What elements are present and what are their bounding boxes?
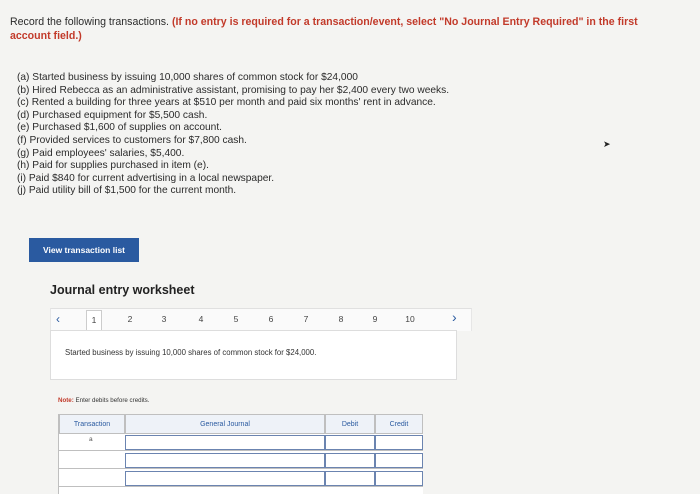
instructions	[10, 15, 680, 43]
transaction-description-box	[50, 330, 457, 380]
transaction-list	[17, 72, 577, 198]
page-tab-10[interactable]: 10	[405, 314, 415, 324]
page-tab-9[interactable]: 9	[372, 314, 378, 324]
worksheet-pager	[50, 308, 472, 331]
page-tab-7[interactable]: 7	[303, 314, 309, 324]
transaction-description: Started business by issuing 10,000 shares of common stock for $24,000.	[65, 348, 317, 357]
account-select[interactable]	[125, 453, 325, 468]
transaction-item: (e) Purchased $1,600 of supplies on account.	[17, 122, 223, 134]
transaction-item: (b) Hired Rebecca as an administrative assistant, promising to pay her $2,400 every two weeks.	[17, 84, 450, 96]
mouse-cursor-icon: ➤	[603, 139, 611, 149]
header-transaction: Transaction	[59, 414, 125, 434]
table-row	[59, 451, 423, 469]
credit-input[interactable]	[375, 435, 423, 450]
worksheet-title: Journal entry worksheet	[50, 283, 195, 297]
page-tab-8[interactable]: 8	[338, 314, 344, 324]
transaction-item: (i) Paid $840 for current advertising in a local newspaper.	[17, 172, 275, 184]
transaction-item: (h) Paid for supplies purchased in item (e).	[17, 160, 209, 172]
page-tab-2[interactable]: 2	[127, 314, 133, 324]
header-credit: Credit	[375, 414, 423, 434]
instructions-text: Record the following transactions.	[10, 16, 169, 28]
chevron-right-icon[interactable]: ›	[452, 309, 457, 325]
chevron-left-icon[interactable]: ‹	[56, 312, 60, 326]
debit-input[interactable]	[325, 435, 375, 450]
view-transaction-list-button[interactable]: View transaction list	[29, 238, 139, 262]
transaction-item: (g) Paid employees' salaries, $5,400.	[17, 147, 185, 159]
transaction-item: (c) Rented a building for three years at $510 per month and paid six months' rent in advance.	[17, 97, 436, 109]
header-general-journal: General Journal	[125, 414, 325, 434]
transaction-letter: a	[89, 436, 93, 443]
page-tab-6[interactable]: 6	[268, 314, 274, 324]
page-tab-1[interactable]: 1	[86, 310, 102, 331]
note-text: Enter debits before credits.	[75, 397, 150, 404]
credit-input[interactable]	[375, 453, 423, 468]
transaction-item: (j) Paid utility bill of $1,500 for the current month.	[17, 185, 237, 197]
journal-entry-table	[58, 414, 423, 494]
account-select[interactable]	[125, 471, 325, 486]
note	[58, 397, 150, 404]
transaction-item: (f) Provided services to customers for $7,800 cash.	[17, 134, 247, 146]
credit-input[interactable]	[375, 471, 423, 486]
debit-input[interactable]	[325, 471, 375, 486]
instructions-bold: (If no entry is required for a transaction/event, select "No Journal Entry Required" in the first account field.)	[10, 16, 638, 42]
transaction-item: (a) Started business by issuing 10,000 shares of common stock for $24,000	[17, 72, 358, 83]
debit-input[interactable]	[325, 453, 375, 468]
page-tab-4[interactable]: 4	[198, 314, 204, 324]
account-select[interactable]	[125, 435, 325, 450]
header-debit: Debit	[325, 414, 375, 434]
page-tab-5[interactable]: 5	[233, 314, 239, 324]
note-label: Note:	[58, 397, 74, 404]
table-row	[59, 469, 423, 487]
table-row	[59, 433, 423, 451]
transaction-item: (d) Purchased equipment for $5,500 cash.	[17, 109, 208, 121]
page-tab-3[interactable]: 3	[161, 314, 167, 324]
